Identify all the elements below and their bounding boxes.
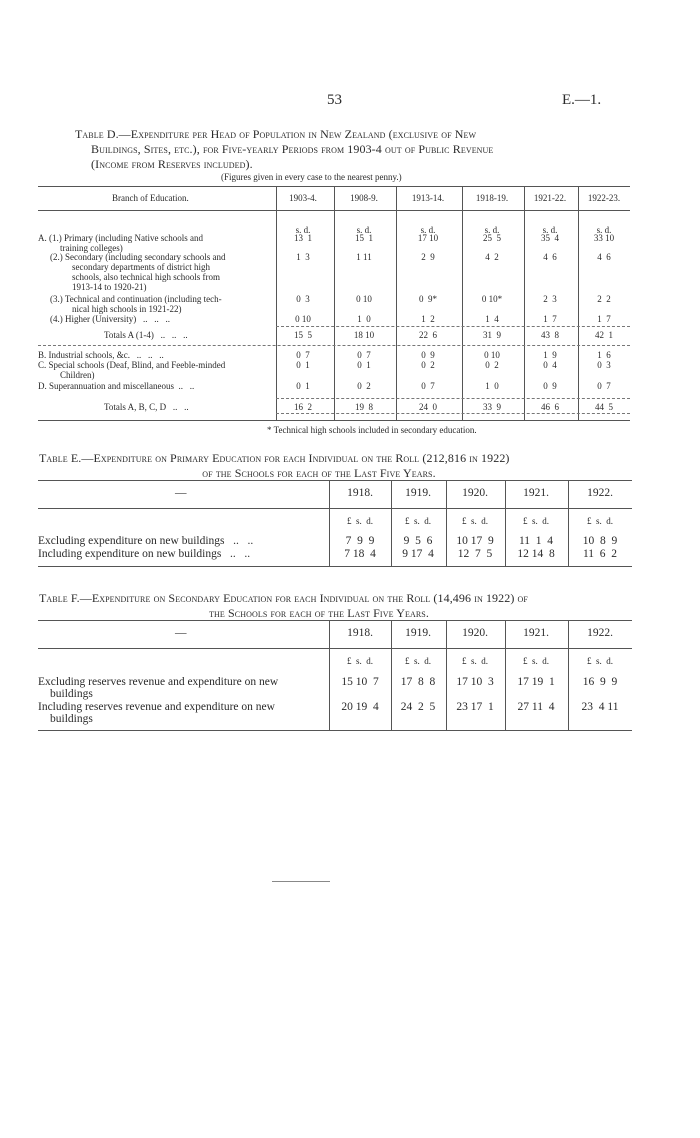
table-d-column-header: 1913-14.	[411, 193, 445, 203]
tableE-cell: 10 17 9	[456, 535, 494, 547]
tableE-cell: 12 14 8	[517, 548, 555, 560]
table-d-cell: 42 1	[595, 330, 613, 340]
table-d-cell: 22 6	[419, 330, 437, 340]
document-reference: E.—1.	[562, 92, 602, 108]
tableF-cell: 20 19 4	[341, 701, 379, 713]
tableE-unit-label: £ s. d.	[404, 516, 431, 526]
table-d-cell: 4 6	[597, 252, 611, 262]
table-d-subcaption: (Figures given in every case to the nearest penny.)	[221, 172, 402, 182]
table-d-cell: 1 0	[485, 381, 499, 391]
table-d-column-header: 1903-4.	[289, 193, 317, 203]
table-d-cell: 16 2	[294, 402, 312, 412]
table-d-cell: 0 7	[421, 381, 435, 391]
table-d-caption-line-2: Buildings, Sites, etc.), for Five-yearly Periods from 1903-4 out of Public Revenue	[91, 142, 494, 156]
table-d-cell: 4 6	[543, 252, 557, 262]
table-d-cell: 4 2	[485, 252, 499, 262]
tableF-column-rule	[329, 620, 330, 730]
table-d-cell: 0 7	[597, 381, 611, 391]
table-d-cell: 0 3	[296, 294, 310, 304]
table-d-cell: 24 0	[419, 402, 437, 412]
table-d-cell: 2 9	[421, 252, 435, 262]
tableF-unit-label: £ s. d.	[522, 656, 549, 666]
table-d-unit-label: s. d.	[596, 225, 612, 235]
tableE-column-header: 1921.	[523, 487, 549, 499]
tableF-column-header: 1920.	[462, 627, 488, 639]
tableE-cell: 12 7 5	[457, 548, 493, 560]
table-d-cell: 0 7	[296, 350, 310, 360]
table-d-cell: 2 3	[543, 294, 557, 304]
table-d-unit-label: s. d.	[484, 225, 500, 235]
tableE-column-header: 1922.	[587, 487, 613, 499]
table-d-cell: 1 2	[421, 314, 435, 324]
tableE-cell: 10 8 9	[582, 535, 618, 547]
table-d-cell: 0 2	[421, 360, 435, 370]
tableF-row-label: buildings	[50, 688, 93, 700]
table-d-cell: 31 9	[483, 330, 501, 340]
table-d-stub-header: Branch of Education.	[112, 193, 189, 203]
table-d-row-label: Totals A (1-4) .. .. ..	[104, 330, 188, 340]
tableF-cell: 17 19 1	[517, 676, 555, 688]
table-d-unit-label: s. d.	[420, 225, 436, 235]
table-d-cell: 43 8	[541, 330, 559, 340]
table-e-stub-header: —	[175, 487, 187, 499]
table-d-row-label: 1913-14 to 1920-21)	[72, 282, 147, 292]
table-d-row-label: (3.) Technical and continuation (including tech-	[50, 294, 222, 304]
tableF-column-rule	[505, 620, 506, 730]
end-rule	[272, 881, 330, 882]
tableE-row-label: Including expenditure on new buildings .. ..	[38, 548, 251, 560]
tableF-unit-label: £ s. d.	[346, 656, 373, 666]
table-e-caption-line-1: Table E.—Expenditure on Primary Education for each Individual on the Roll (212,816 in 1922)	[39, 451, 510, 465]
table-e-caption-line-2: of the Schools for each of the Last Five Years.	[202, 466, 436, 480]
table-d-cell: 1 11	[356, 252, 372, 262]
table-d-cell: 1 6	[597, 350, 611, 360]
tableF-row-label: buildings	[50, 713, 93, 725]
table-d-cell: 0 2	[357, 381, 371, 391]
table-d-cell: 46 6	[541, 402, 559, 412]
table-d-row-label: B. Industrial schools, &c. .. .. ..	[38, 350, 164, 360]
tableF-column-header: 1921.	[523, 627, 549, 639]
table-d-cell: 33 10	[593, 233, 615, 243]
table-d-unit-label: s. d.	[356, 225, 372, 235]
table-d-cell: 35 4	[541, 233, 559, 243]
table-f-header-rule	[38, 648, 632, 649]
tableE-unit-label: £ s. d.	[461, 516, 488, 526]
table-d-cell: 18 10	[353, 330, 375, 340]
tableF-column-rule	[568, 620, 569, 730]
table-d-cell: 0 10	[484, 350, 500, 360]
table-d-cell: 0 4	[543, 360, 557, 370]
table-f-stub-header: —	[175, 627, 187, 639]
tableE-column-header: 1919.	[405, 487, 431, 499]
table-d-cell: 0 9	[421, 350, 435, 360]
table-d-cell: 0 1	[296, 360, 310, 370]
table-d-row-label: A. (1.) Primary (including Native schools and	[38, 233, 203, 243]
table-f-top-rule	[38, 620, 632, 621]
tableE-row-label: Excluding expenditure on new buildings .. ..	[38, 535, 254, 547]
tableE-unit-label: £ s. d.	[522, 516, 549, 526]
tableE-cell: 11 6 2	[582, 548, 618, 560]
table-d-cell: 0 10	[356, 294, 372, 304]
table-d-row-label: training colleges)	[60, 243, 123, 253]
table-d-cell: 1 7	[543, 314, 557, 324]
table-d-cell: 0 1	[296, 381, 310, 391]
page-number: 53	[327, 92, 342, 108]
tableF-column-header: 1922.	[587, 627, 613, 639]
table-d-cell: 44 5	[595, 402, 613, 412]
table-d-cell: 1 4	[485, 314, 499, 324]
tableF-column-header: 1919.	[405, 627, 431, 639]
table-d-row-label: secondary departments of district high	[72, 262, 210, 272]
table-d-cell: 1 0	[357, 314, 371, 324]
tableF-cell: 17 8 8	[400, 676, 436, 688]
tableE-cell: 7 18 4	[344, 548, 376, 560]
table-d-cell: 1 9	[543, 350, 557, 360]
table-d-cell: 0 10	[295, 314, 311, 324]
table-d-cell: 0 10*	[481, 294, 503, 304]
table-d-cell: 0 3	[597, 360, 611, 370]
tableF-cell: 24 2 5	[400, 701, 436, 713]
table-d-row-label: (4.) Higher (University) .. .. ..	[50, 314, 170, 324]
table-d-column-header: 1921-22.	[533, 193, 567, 203]
table-d-cell: 0 9	[543, 381, 557, 391]
tableE-unit-label: £ s. d.	[346, 516, 373, 526]
table-d-unit-label: s. d.	[295, 225, 311, 235]
table-d-row-label: Children)	[60, 370, 95, 380]
table-d-cell: 0 7	[357, 350, 371, 360]
table-d-caption-line-3: (Income from Reserves included).	[91, 157, 253, 171]
table-d-caption-line-1: Table D.—Expenditure per Head of Population in New Zealand (exclusive of New	[75, 127, 477, 141]
table-d-cell: 25 5	[483, 233, 501, 243]
table-d-cell: 15 5	[294, 330, 312, 340]
tableE-cell: 9 5 6	[403, 535, 433, 547]
table-d-cell: 15 1	[355, 233, 373, 243]
tableF-row-label: Excluding reserves revenue and expenditure on new	[38, 676, 279, 688]
tableE-cell: 11 1 4	[518, 535, 554, 547]
tableE-unit-label: £ s. d.	[586, 516, 613, 526]
table-d-row-label: C. Special schools (Deaf, Blind, and Feeble-minded	[38, 360, 226, 370]
table-d-row-label: schools, also technical high schools from	[72, 272, 220, 282]
tableF-unit-label: £ s. d.	[404, 656, 431, 666]
table-d-row-label: nical high schools in 1921-22)	[72, 304, 182, 314]
tableF-cell: 15 10 7	[341, 676, 379, 688]
table-d-cell: 19 8	[355, 402, 373, 412]
table-d-cell: 33 9	[483, 402, 501, 412]
table-d-cell: 13 1	[294, 233, 312, 243]
table-d-unit-label: s. d.	[542, 225, 558, 235]
tableF-cell: 17 10 3	[456, 676, 494, 688]
table-f-caption-line-1: Table F.—Expenditure on Secondary Education for each Individual on the Roll (14,496 in 1922) of	[39, 591, 528, 605]
table-d-footnote: * Technical high schools included in secondary education.	[267, 425, 477, 435]
tableF-row-label: Including reserves revenue and expenditure on new	[38, 701, 275, 713]
tableF-cell: 16 9 9	[582, 676, 618, 688]
table-d-row-label: D. Superannuation and miscellaneous .. ..	[38, 381, 195, 391]
tableF-unit-label: £ s. d.	[586, 656, 613, 666]
tableF-cell: 23 4 11	[581, 701, 619, 713]
table-d-column-header: 1922-23.	[587, 193, 621, 203]
table-d-cell: 1 7	[597, 314, 611, 324]
table-d-cell: 0 2	[485, 360, 499, 370]
tableF-cell: 27 11 4	[517, 701, 555, 713]
table-d-cell: 2 2	[597, 294, 611, 304]
tableE-cell: 9 17 4	[402, 548, 434, 560]
tableF-column-header: 1918.	[347, 627, 373, 639]
table-d-column-header: 1908-9.	[350, 193, 378, 203]
table-d-cell: 1 3	[296, 252, 310, 262]
table-d-column-header: 1918-19.	[475, 193, 509, 203]
table-d-cell: 17 10	[417, 233, 439, 243]
tableE-column-header: 1920.	[462, 487, 488, 499]
tableF-unit-label: £ s. d.	[461, 656, 488, 666]
table-f-bottom-rule	[38, 730, 632, 731]
tableF-cell: 23 17 1	[456, 701, 494, 713]
table-d-cell: 0 1	[357, 360, 371, 370]
table-d-row-label: (2.) Secondary (including secondary schools and	[50, 252, 226, 262]
tableE-column-header: 1918.	[347, 487, 373, 499]
tableE-cell: 7 9 9	[345, 535, 375, 547]
table-f-caption-line-2: the Schools for each of the Last Five Years.	[209, 606, 429, 620]
table-d-cell: 0 9*	[419, 294, 437, 304]
table-d-row-label: Totals A, B, C, D .. ..	[104, 402, 189, 412]
